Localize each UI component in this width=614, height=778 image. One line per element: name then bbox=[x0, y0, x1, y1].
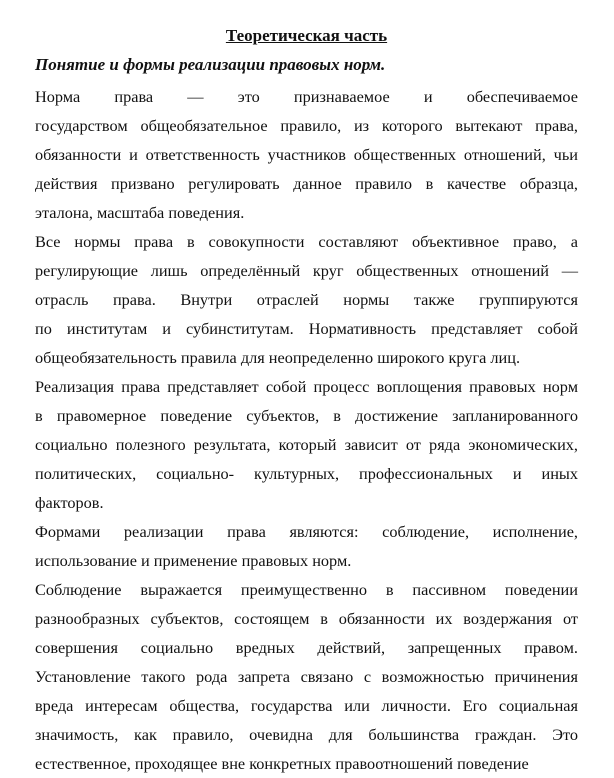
document-title: Теоретическая часть bbox=[225, 26, 388, 45]
paragraph-line: Установление такого рода запрета связано с возможностью причинения bbox=[35, 667, 578, 686]
paragraph-line: эталона, масштаба поведения. bbox=[35, 203, 245, 222]
paragraph-line: совершения социально вредных действий, запрещенных правом. bbox=[35, 638, 578, 657]
paragraph-line: действия призвано регулировать данное правило в качестве образца, bbox=[35, 174, 578, 193]
paragraph bbox=[35, 372, 578, 517]
paragraph bbox=[35, 82, 578, 227]
paragraph-line: значимость, как правило, очевидна для большинства граждан. Это bbox=[35, 725, 578, 744]
document-body bbox=[35, 82, 578, 778]
paragraph-line: политических, социально- культурных, профессиональных и иных bbox=[35, 464, 578, 483]
paragraph-line: факторов. bbox=[35, 493, 104, 512]
paragraph-line: Соблюдение выражается преимущественно в пассивном поведении bbox=[35, 580, 578, 599]
paragraph-line: использование и применение правовых норм. bbox=[35, 551, 352, 570]
document-page bbox=[35, 26, 578, 778]
paragraph-line: Формами реализации права являются: соблюдение, исполнение, bbox=[35, 522, 578, 541]
paragraph bbox=[35, 517, 578, 575]
paragraph-line: Реализация права представляет собой процесс воплощения правовых норм bbox=[35, 377, 578, 396]
paragraph-line: отрасль права. Внутри отраслей нормы также группируются bbox=[35, 290, 578, 309]
section-subtitle: Понятие и формы реализации правовых норм. bbox=[35, 55, 386, 74]
paragraph-line: вреда интересам общества, государства или личности. Его социальная bbox=[35, 696, 578, 715]
paragraph bbox=[35, 227, 578, 372]
paragraph-line: в правомерное поведение субъектов, в достижение запланированного bbox=[35, 406, 578, 425]
paragraph-line: государством общеобязательное правило, из которого вытекают права, bbox=[35, 116, 578, 135]
paragraph-line: естественное, проходящее вне конкретных правоотношений поведение bbox=[35, 754, 529, 773]
paragraph-line: обязанности и ответственность участников общественных отношений, чьи bbox=[35, 145, 578, 164]
paragraph-line: по институтам и субинститутам. Нормативность представляет собой bbox=[35, 319, 578, 338]
paragraph-line: регулирующие лишь определённый круг общественных отношений — bbox=[35, 261, 578, 280]
paragraph-line: социально полезного результата, который зависит от ряда экономических, bbox=[35, 435, 578, 454]
paragraph-line: Норма права — это признаваемое и обеспечиваемое bbox=[35, 87, 578, 106]
paragraph-line: общеобязательность правила для неопределенно широкого круга лиц. bbox=[35, 348, 521, 367]
paragraph-line: Все нормы права в совокупности составляют объективное право, а bbox=[35, 232, 578, 251]
paragraph-line: разнообразных субъектов, состоящем в обязанности их воздержания от bbox=[35, 609, 578, 628]
paragraph bbox=[35, 575, 578, 778]
